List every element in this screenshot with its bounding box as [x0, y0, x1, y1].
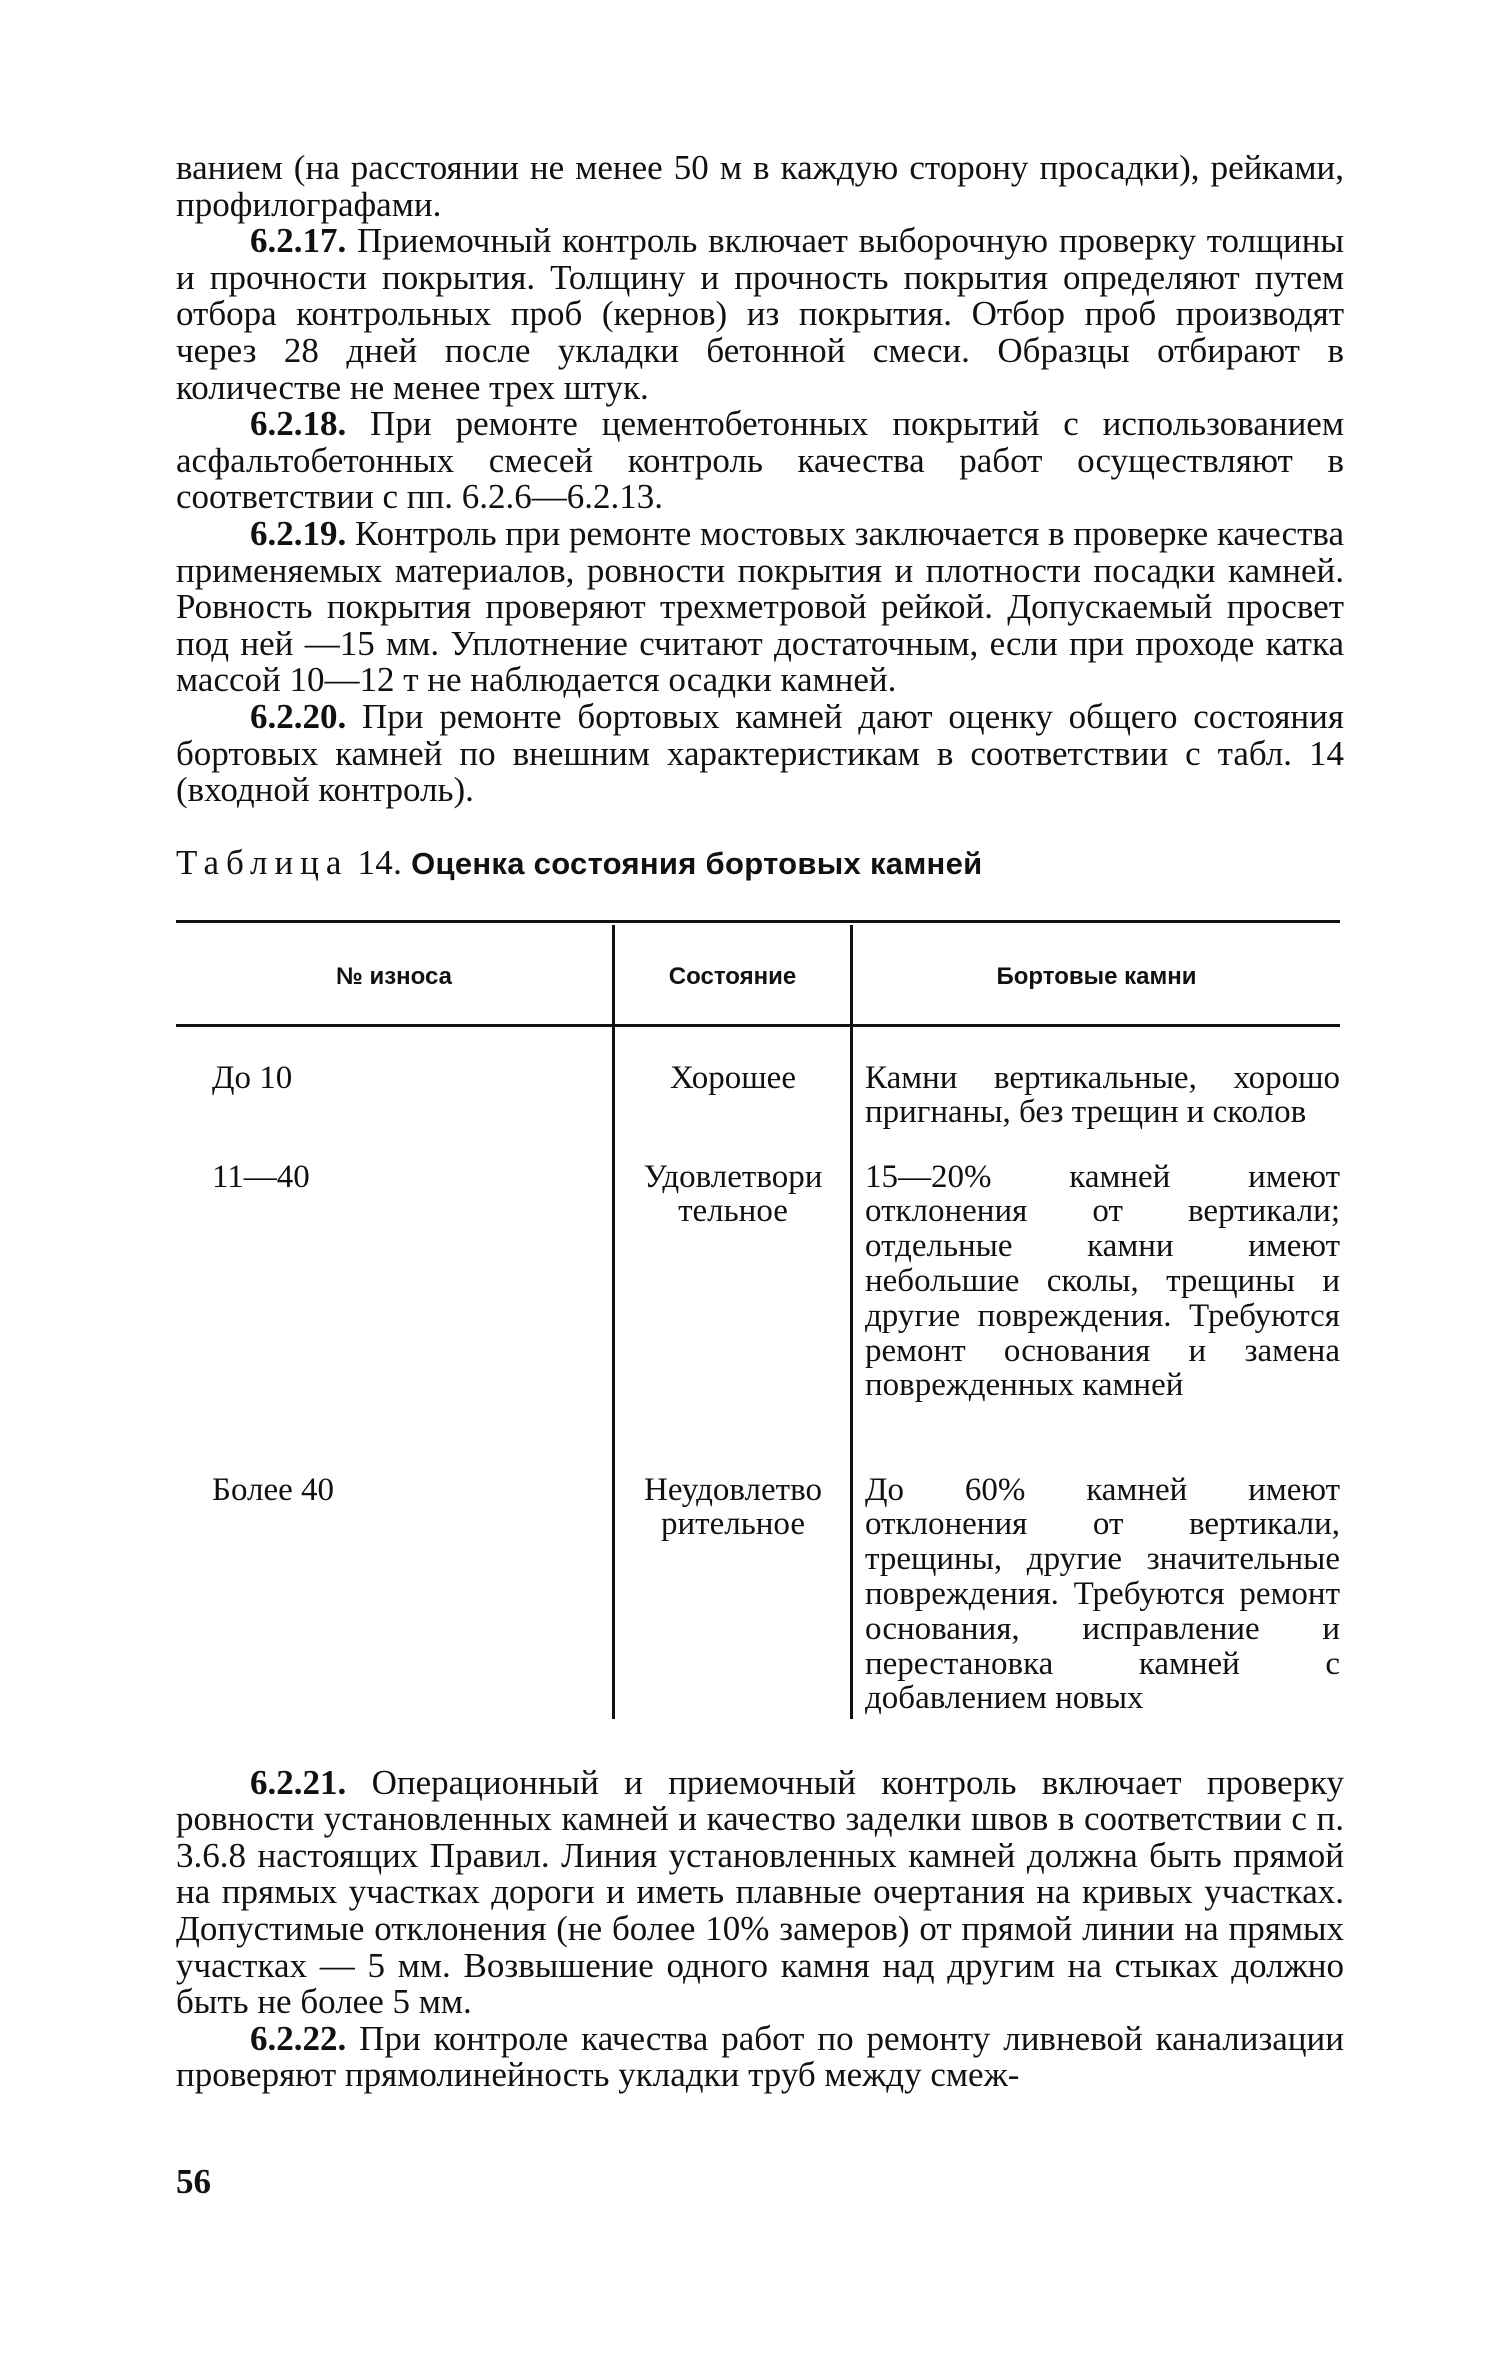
table-cell-description: Камни вертикальные, хорошо пригнаны, без трещин и сколов — [865, 1059, 1340, 1131]
paragraph-6-2-20 — [176, 696, 1344, 810]
table-cell-wear: 11—40 — [212, 1158, 310, 1195]
paragraph-6-2-17 — [176, 223, 1344, 406]
table-column-divider — [612, 925, 615, 1719]
clause-number: 6.2.18. — [250, 404, 347, 444]
clause-number: 6.2.20. — [250, 696, 347, 736]
table-column-divider — [850, 925, 853, 1719]
paragraph-6-2-19 — [176, 513, 1344, 700]
table-caption-label: Таблица — [176, 842, 349, 882]
paragraph-text: При контроле качества работ по ремонту ливневой канализации проверяют прямолинейность укладки труб между смеж- — [176, 2018, 1344, 2095]
table-cell-description: До 60% камней имеют отклонения от вертикали, трещины, другие значительные повреждения. Требуются ремонт основания, исправление и перестановка камней с добавлением новых — [865, 1471, 1340, 1717]
curb-stone-condition-table — [176, 920, 1340, 1719]
table-caption-title: Оценка состояния бортовых камней — [402, 845, 983, 881]
state-text: Неудовлетворительное — [644, 1471, 822, 1543]
table-cell-wear: До 10 — [212, 1059, 293, 1096]
table-cell-wear: Более 40 — [212, 1471, 335, 1508]
paragraph-text: При ремонте бортовых камней дают оценку общего состояния бортовых камней по внешним характеристикам в соответствии с табл. 14 (входной контроль). — [176, 696, 1344, 810]
state-text: Удовлетворительное — [643, 1158, 823, 1230]
paragraph-text: ванием (на расстоянии не менее 50 м в каждую сторону просадки), рейками, профилографами. — [176, 148, 1344, 224]
table-caption — [176, 843, 1344, 884]
table-caption-number: 14. — [348, 842, 403, 882]
table-cell-state: Хорошее — [670, 1059, 796, 1096]
paragraph-text: Контроль при ремонте мостовых заключается в проверке качества применяемых материалов, ровности покрытия и плотности посадки камней. Ровность покрытия проверяют трехметровой рейкой. Допускаемый просвет под ней —15 мм. Уплотнение считают достаточным, если при проходе катка массой 10—12 т не наблюдается осадки камней. — [176, 513, 1344, 700]
document-page — [176, 150, 1344, 2094]
table-cell-state — [620, 1473, 846, 1543]
paragraph-6-2-21 — [176, 1762, 1344, 2022]
table-cell-state — [620, 1160, 846, 1230]
bottom-paragraphs — [176, 1762, 1344, 2095]
paragraph-text: При ремонте цементобетонных покрытий с использованием асфальтобетонных смесей контроль качества работ осуществляют в соответствии с пп. 6.2.6—6.2.13. — [176, 404, 1344, 517]
clause-number: 6.2.21. — [250, 1762, 347, 1802]
column-header-curb-stones: Бортовые камни — [996, 962, 1197, 990]
page-number: 56 — [176, 2162, 211, 2201]
column-header-wear: № износа — [336, 962, 452, 990]
paragraph-continuation — [176, 150, 1344, 223]
table-header-rule — [176, 1024, 1340, 1027]
paragraph-6-2-18 — [176, 406, 1344, 516]
table-cell-description: 15—20% камней имеют отклонения от вертикали; отдельные камни имеют небольшие сколы, трещины и другие повреждения. Требуются ремонт основания и замена поврежденных камней — [865, 1158, 1340, 1404]
paragraph-text: Приемочный контроль включает выборочную проверку толщины и прочности покрытия. Толщину и прочность покрытия определяют путем отбора контрольных проб (кернов) из покрытия. Отбор проб производят через 28 дней после укладки бетонной смеси. Образцы отбирают в количестве не менее трех штук. — [176, 221, 1344, 407]
column-header-state: Состояние — [668, 962, 797, 990]
clause-number: 6.2.19. — [250, 513, 347, 553]
clause-number: 6.2.22. — [250, 2018, 347, 2058]
paragraph-6-2-22 — [176, 2018, 1344, 2095]
clause-number: 6.2.17. — [250, 221, 347, 261]
paragraph-text: Операционный и приемочный контроль включает проверку ровности установленных камней и качество заделки швов в соответствии с п. 3.6.8 настоящих Правил. Линия установленных камней должна быть прямой на прямых участках дороги и иметь плавные очертания на кривых участках. Допустимые отклонения (не более 10% замеров) от прямой линии на прямых участках — 5 мм. Возвышение одного камня над другим на стыках должно быть не более 5 мм. — [176, 1762, 1344, 2022]
